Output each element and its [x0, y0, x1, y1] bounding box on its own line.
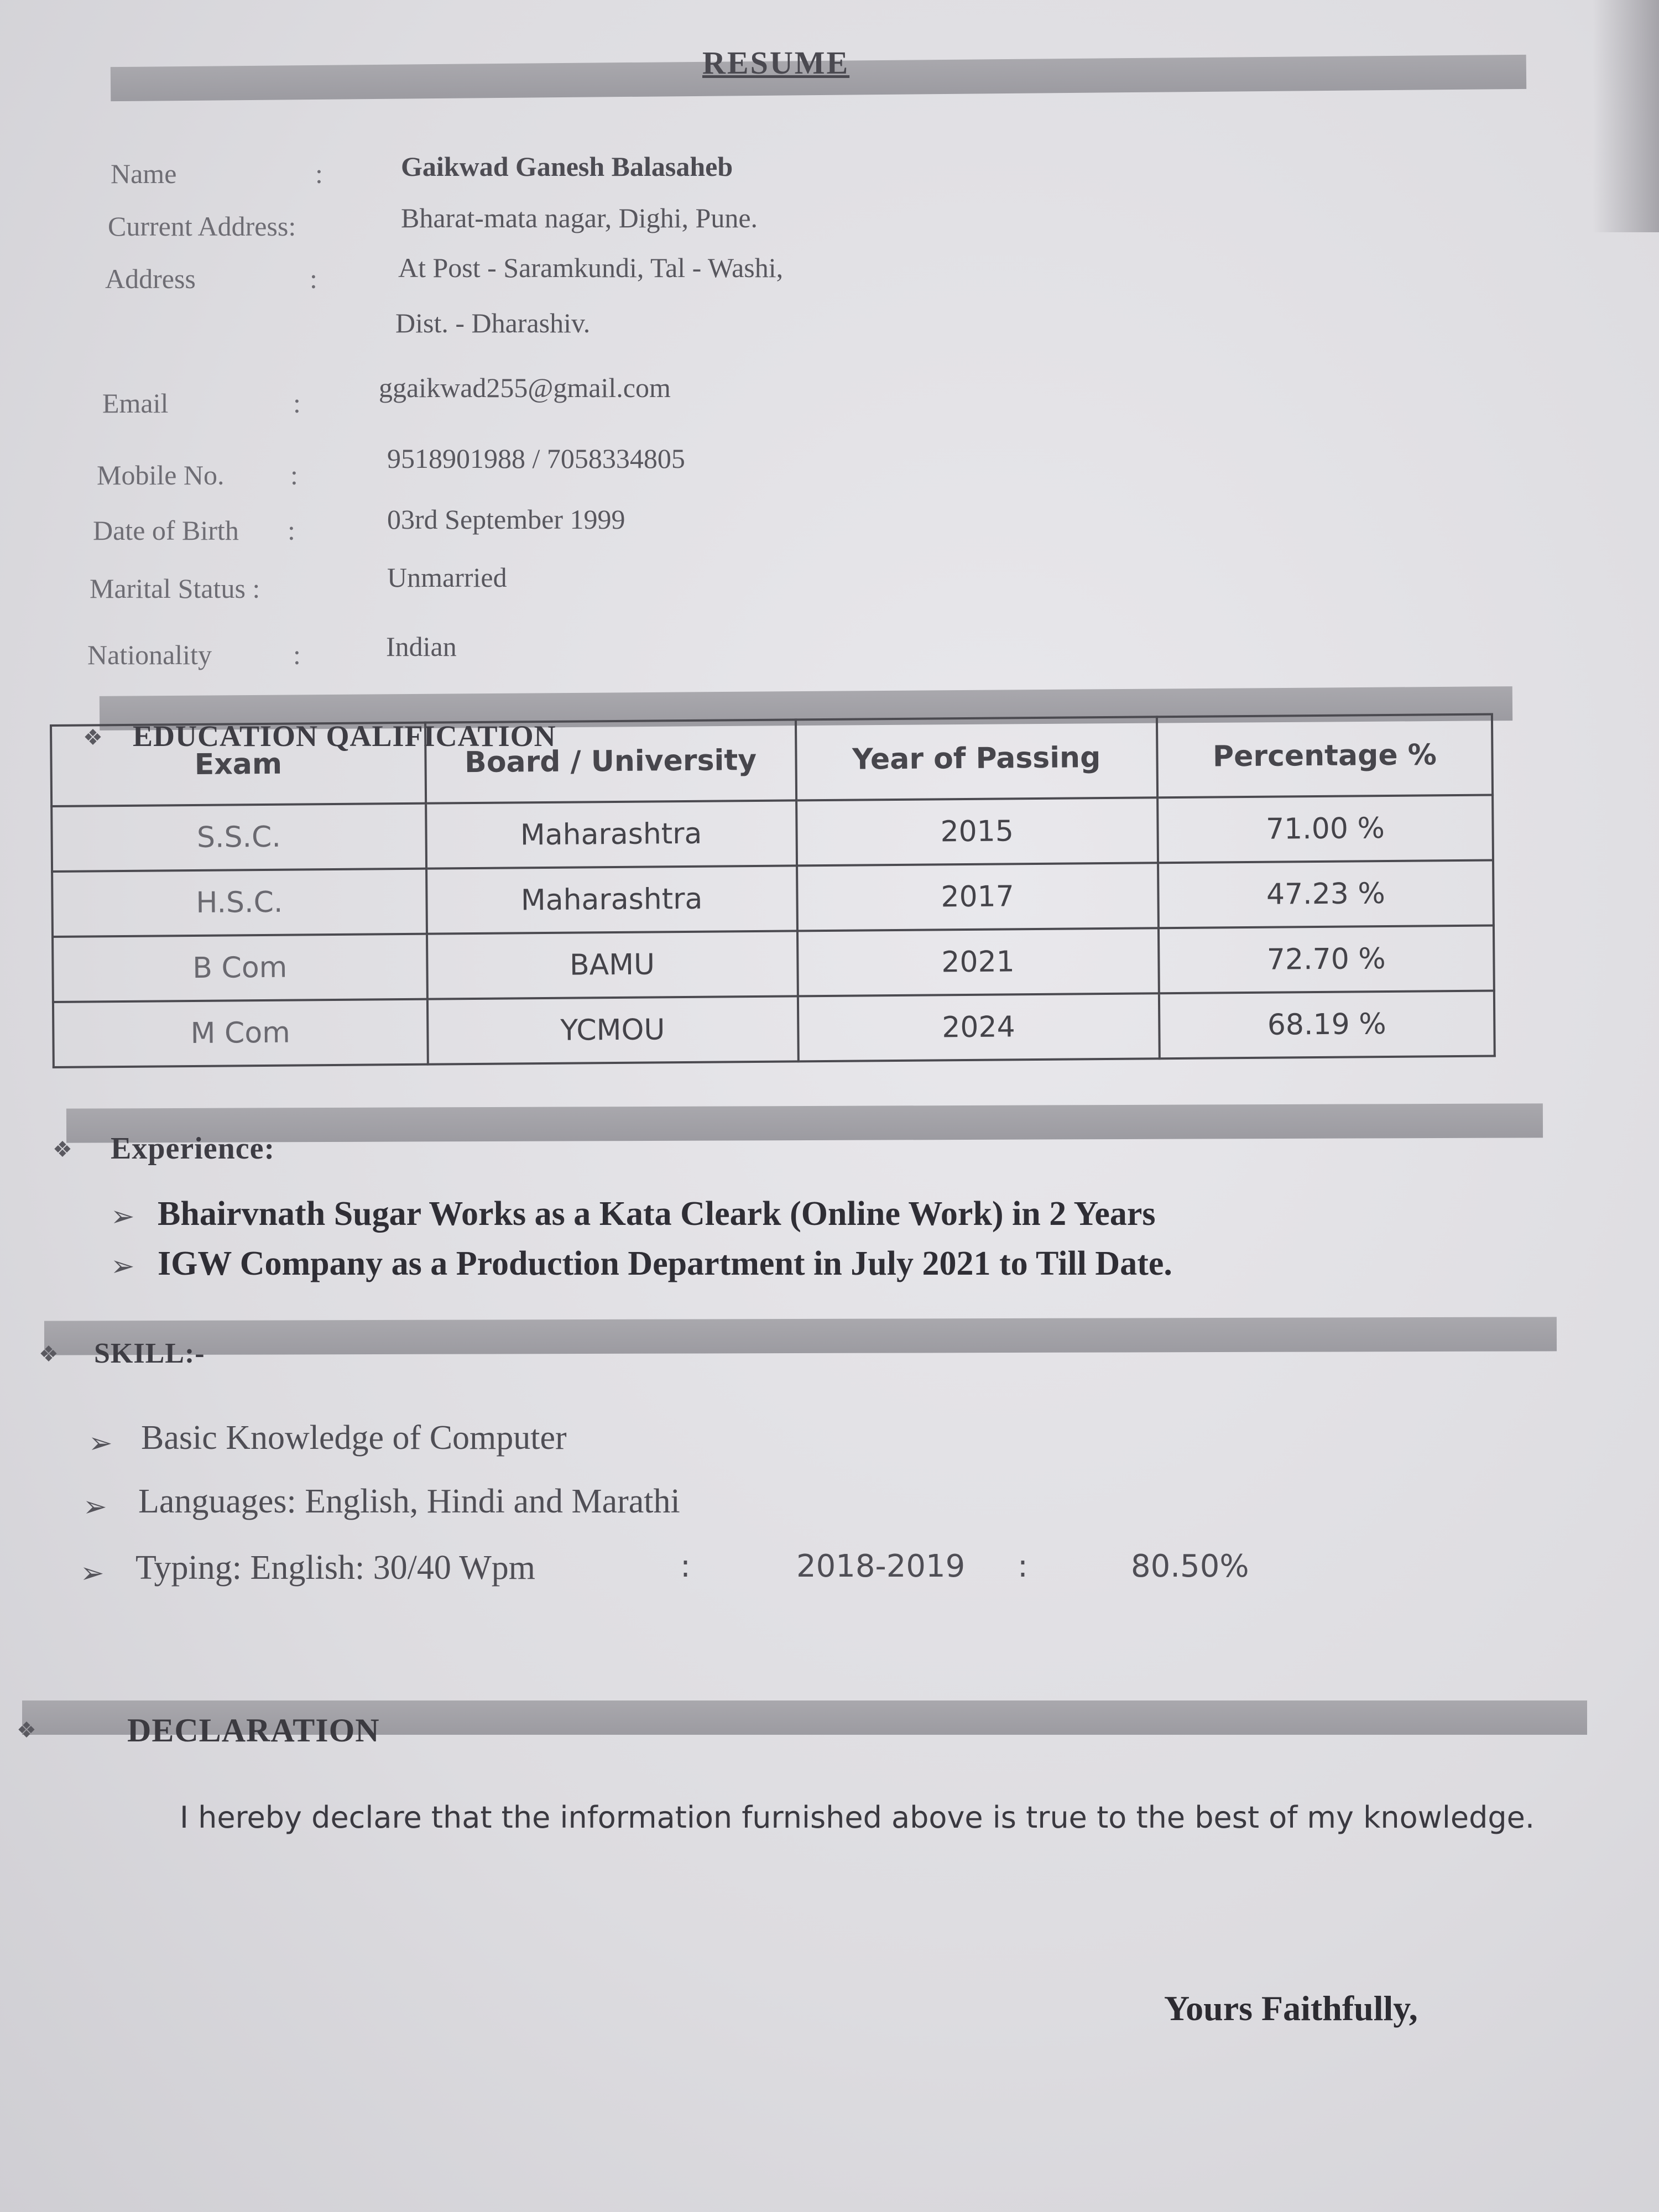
- table-row: [52, 860, 1494, 937]
- nationality-colon: :: [293, 639, 301, 670]
- cell-exam: B Com: [53, 934, 427, 1002]
- dob-value: 03rd September 1999: [387, 504, 625, 535]
- experience-heading: Experience:: [111, 1131, 275, 1166]
- arrow-icon: ➢: [111, 1201, 135, 1233]
- skill-heading: SKILL:-: [94, 1338, 205, 1369]
- cell-board: Maharashtra: [426, 800, 797, 868]
- nationality-value: Indian: [386, 631, 457, 662]
- address-line2: Dist. - Dharashiv.: [395, 307, 591, 338]
- page-shadow: [1593, 0, 1659, 232]
- marital-value: Unmarried: [387, 562, 507, 593]
- current-address-label: Current Address:: [108, 211, 296, 242]
- mobile-value: 9518901988 / 7058334805: [387, 443, 685, 474]
- cell-percentage: 72.70 %: [1159, 926, 1494, 994]
- email-colon: :: [293, 388, 301, 419]
- cell-exam: S.S.C.: [51, 804, 426, 872]
- current-address-value: Bharat-mata nagar, Dighi, Pune.: [401, 202, 758, 233]
- header-exam: Exam: [51, 723, 426, 806]
- cell-percentage: 68.19 %: [1159, 991, 1495, 1059]
- table-row: [53, 991, 1495, 1067]
- mobile-label: Mobile No.: [97, 460, 225, 491]
- cell-percentage: 71.00 %: [1157, 795, 1493, 863]
- cell-year: 2017: [797, 863, 1159, 931]
- cell-board: BAMU: [427, 931, 798, 999]
- header-percentage: Percentage %: [1157, 714, 1493, 798]
- email-value: ggaikwad255@gmail.com: [379, 372, 671, 403]
- header-year: Year of Passing: [795, 717, 1157, 800]
- typing-colon: :: [1018, 1548, 1028, 1584]
- education-header-row: [51, 714, 1493, 806]
- address-colon: :: [310, 263, 317, 294]
- nationality-label: Nationality: [87, 639, 212, 670]
- header-board: Board / University: [425, 719, 796, 803]
- cell-exam: H.S.C.: [52, 869, 427, 937]
- dob-label: Date of Birth: [93, 515, 239, 546]
- skill-item: Basic Knowledge of Computer: [141, 1419, 567, 1457]
- cell-board: YCMOU: [427, 996, 799, 1064]
- cell-exam: M Com: [53, 999, 428, 1067]
- typing-year: 2018-2019: [796, 1548, 966, 1584]
- skill-item-typing: Typing: English: 30/40 Wpm: [135, 1549, 536, 1587]
- table-row: [51, 795, 1493, 872]
- arrow-icon: ➢: [83, 1491, 107, 1523]
- mobile-colon: :: [290, 460, 298, 491]
- marital-label: Marital Status :: [90, 573, 260, 604]
- declaration-text: I hereby declare that the information furnished above is true to the best of my knowledge.: [180, 1800, 1535, 1835]
- closing-text: Yours Faithfully,: [1164, 1989, 1418, 2028]
- table-row: [53, 926, 1494, 1002]
- skill-item: Languages: English, Hindi and Marathi: [138, 1483, 680, 1520]
- name-colon: :: [315, 158, 323, 189]
- education-bullet-icon: ❖: [83, 725, 103, 750]
- skill-bullet-icon: ❖: [39, 1342, 59, 1366]
- name-label: Name: [111, 158, 177, 189]
- typing-percent: 80.50%: [1131, 1548, 1249, 1584]
- education-table: [50, 713, 1496, 1068]
- page-title: RESUME: [702, 45, 850, 81]
- address-line1: At Post - Saramkundi, Tal - Washi,: [398, 252, 784, 283]
- education-heading: EDUCATION QALIFICATION: [133, 719, 556, 753]
- email-label: Email: [102, 388, 169, 419]
- experience-item: IGW Company as a Production Department in July 2021 to Till Date.: [158, 1245, 1172, 1282]
- experience-bullet-icon: ❖: [53, 1137, 72, 1162]
- experience-bar: [66, 1103, 1543, 1142]
- declaration-heading: DECLARATION: [127, 1712, 380, 1749]
- cell-year: 2015: [796, 797, 1158, 865]
- cell-percentage: 47.23 %: [1158, 860, 1494, 928]
- cell-year: 2021: [797, 928, 1159, 996]
- typing-colon: :: [680, 1548, 691, 1584]
- experience-item: Bhairvnath Sugar Works as a Kata Cleark (Online Work) in 2 Years: [158, 1195, 1156, 1233]
- declaration-bullet-icon: ❖: [17, 1718, 36, 1743]
- cell-year: 2024: [797, 993, 1159, 1061]
- name-value: Gaikwad Ganesh Balasaheb: [401, 151, 733, 182]
- arrow-icon: ➢: [80, 1558, 105, 1589]
- arrow-icon: ➢: [88, 1428, 113, 1459]
- skill-bar: [44, 1317, 1557, 1355]
- dob-colon: :: [288, 515, 295, 546]
- cell-board: Maharashtra: [426, 865, 797, 933]
- address-label: Address: [105, 263, 196, 294]
- arrow-icon: ➢: [111, 1251, 135, 1282]
